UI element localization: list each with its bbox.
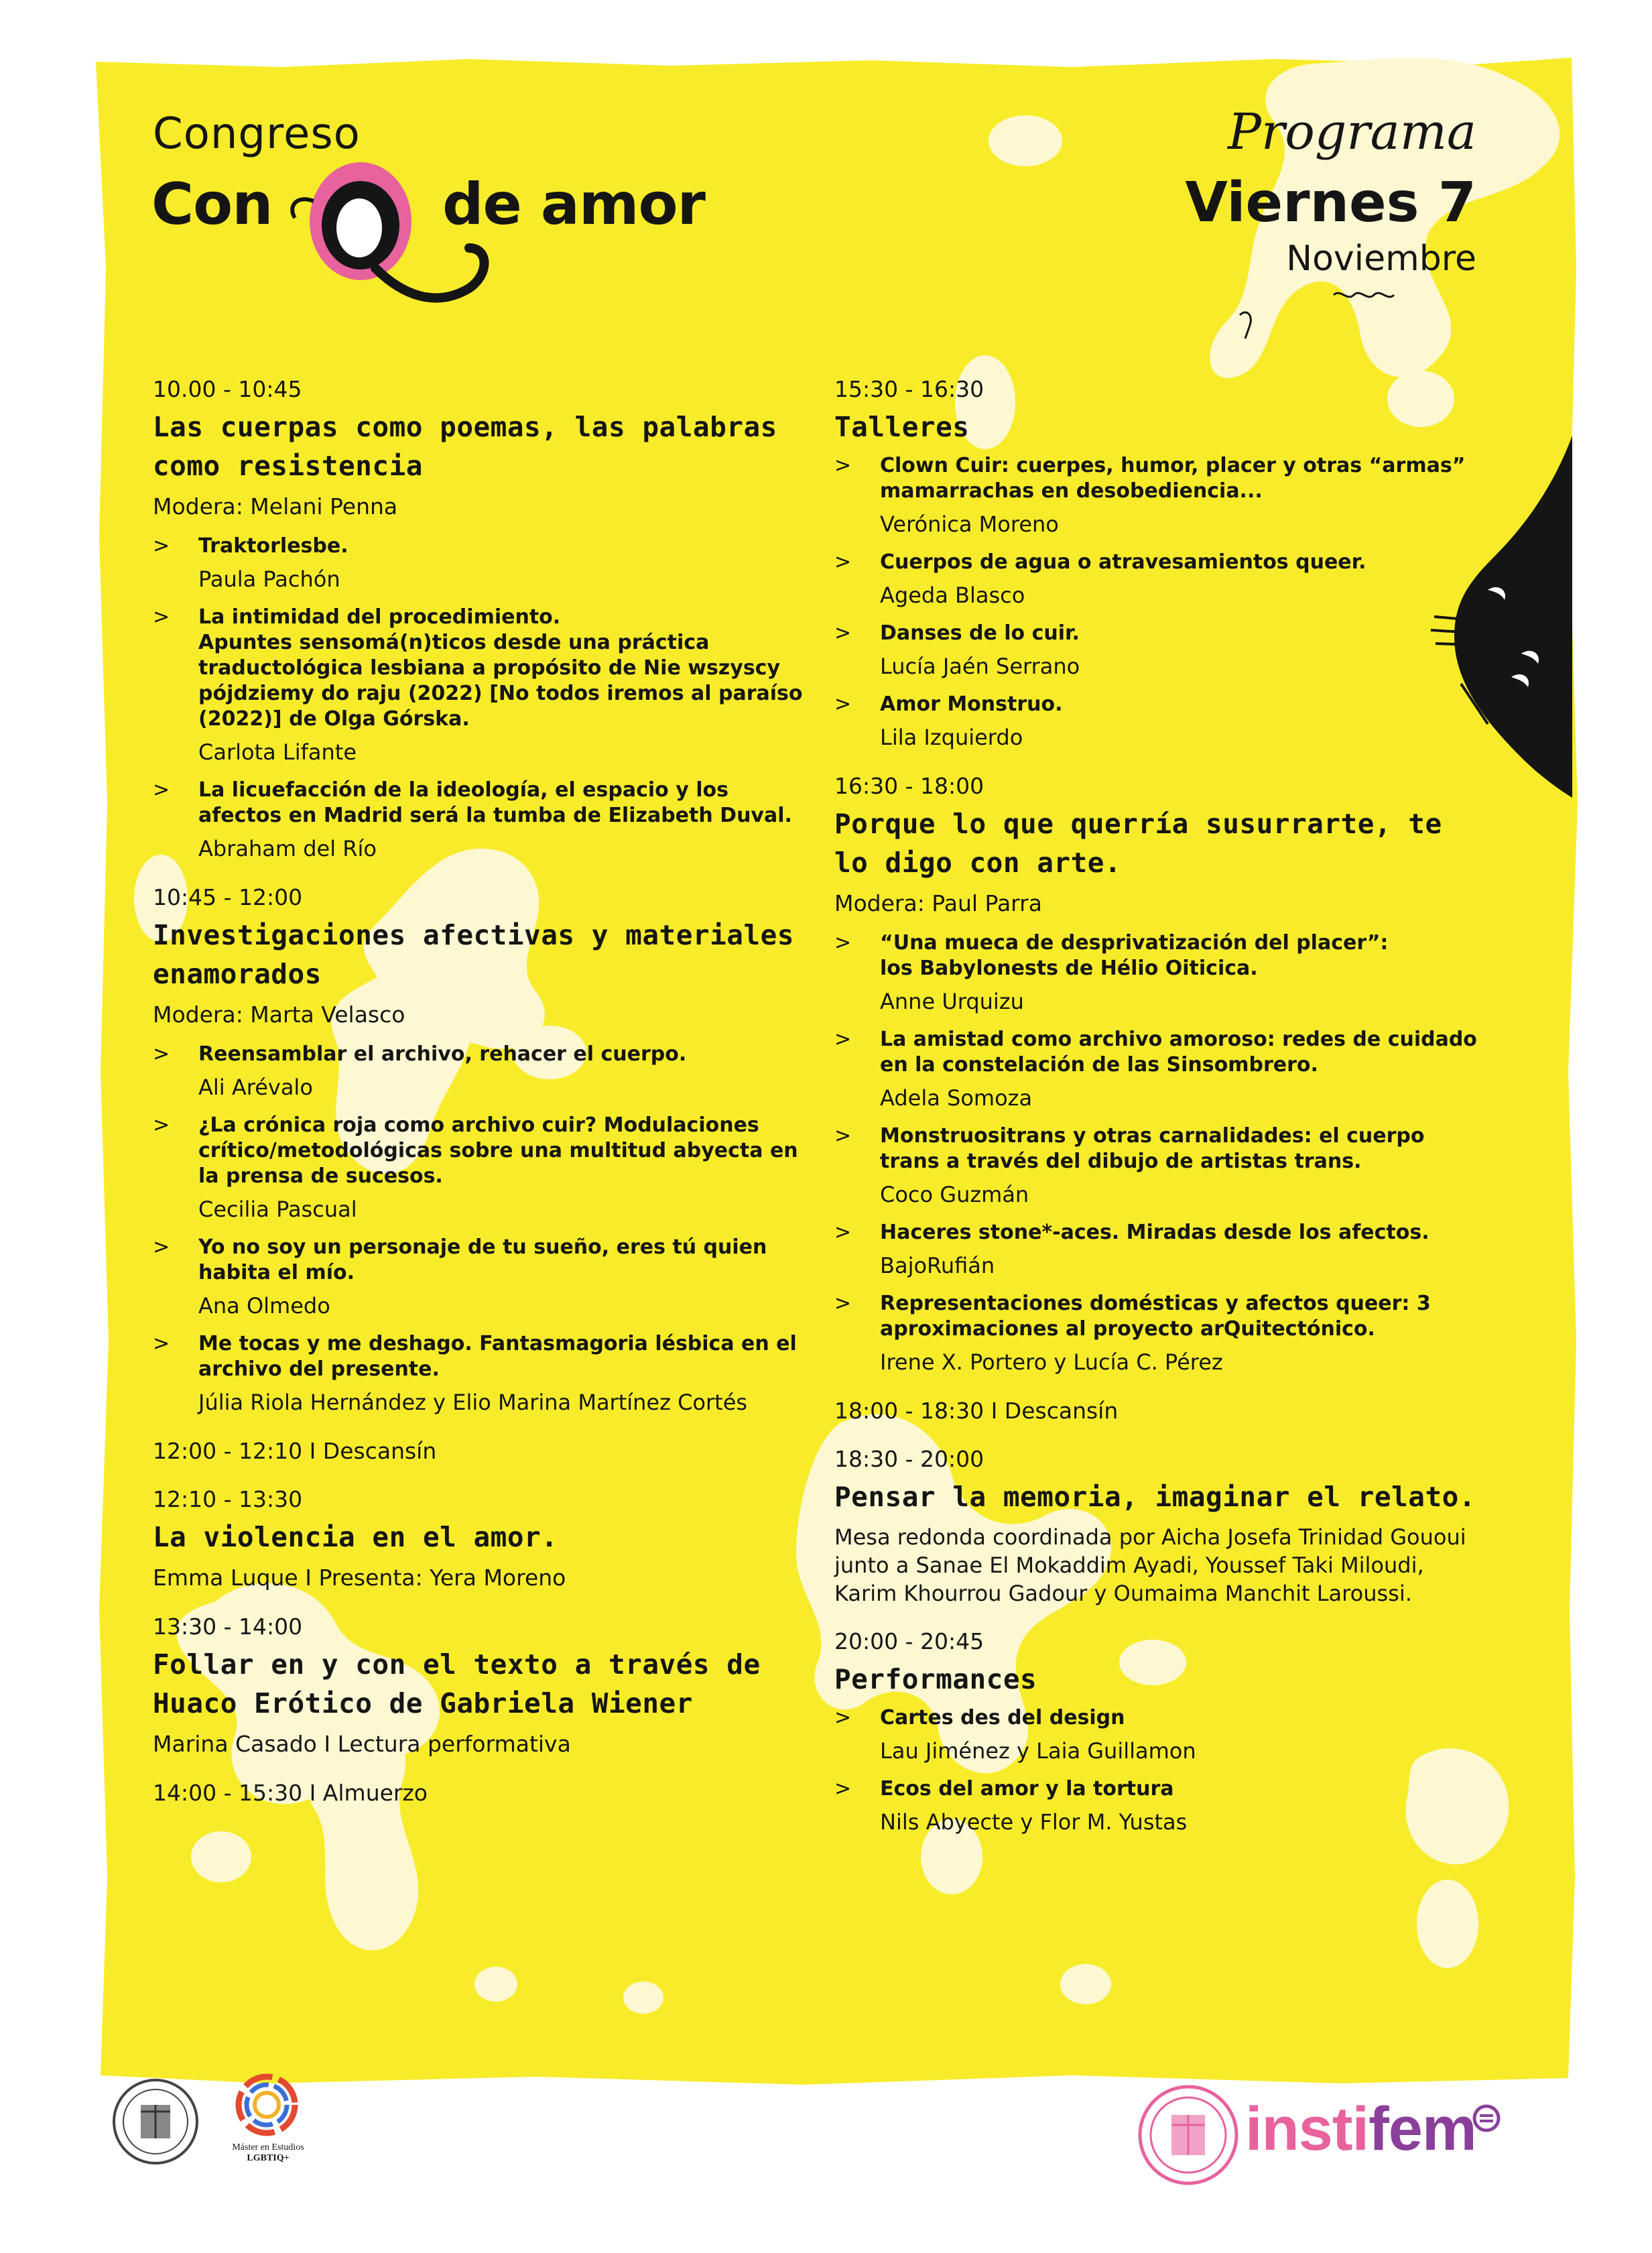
session-title: Performances [834, 1663, 1037, 1695]
bullet-arrow-icon: > [834, 1028, 852, 1051]
talk-author: Lau Jiménez y Laia Guillamon [880, 1738, 1196, 1764]
talk-title: La intimidad del procedimiento. Apuntes sensomá(n)ticos desde una práctica traductológica lesbiana a propósito de Nie wszyscy pójdziemy do raju (2022) [No todos iremos al paraíso (2022)] de Olga Górska. [198, 605, 803, 731]
bullet-arrow-icon: > [834, 1777, 852, 1801]
session-moderator: Emma Luque I Presenta: Yera Moreno [153, 1565, 566, 1591]
talk-title: Cuerpos de agua o atravesamientos queer. [880, 550, 1367, 574]
schedule-right-column [834, 375, 1484, 1857]
talk-author: Adela Somoza [880, 1085, 1033, 1111]
bullet-arrow-icon: > [834, 931, 852, 955]
talk-author: Lucía Jaén Serrano [880, 654, 1080, 679]
programa-label: Programa [1228, 103, 1476, 161]
talk-title: Yo no soy un personaje de tu sueño, eres tú quien habita el mío. [198, 1235, 767, 1284]
talk-author: Nils Abyecte y Flor M. Yustas [880, 1809, 1188, 1835]
bullet-arrow-icon: > [834, 1706, 852, 1729]
session-title: La violencia en el amor. [153, 1521, 558, 1553]
session-time: 10.00 - 10:45 [153, 376, 302, 402]
talk-title: Ecos del amor y la tortura [880, 1777, 1174, 1801]
talk-author: Coco Guzmán [880, 1182, 1029, 1207]
session-block [834, 772, 1484, 1377]
session-block [834, 375, 1484, 752]
talk-author: Abraham del Río [198, 836, 377, 861]
instifem-logo [1245, 2095, 1476, 2163]
instifem-insti: insti [1245, 2095, 1369, 2163]
session-title: Investigaciones afectivas y materiales enamorados [153, 919, 794, 990]
session-block [153, 1437, 803, 1465]
talk-author: Anne Urquizu [880, 989, 1024, 1014]
session-time: 15:30 - 16:30 [834, 376, 984, 402]
talk-item [834, 1123, 1484, 1209]
talk-author: Irene X. Portero y Lucía C. Pérez [880, 1349, 1223, 1375]
brand-con: Con [151, 171, 273, 238]
talk-title: Me tocas y me deshago. Fantasmagoria lésbica en el archivo del presente. [198, 1332, 797, 1381]
talk-author: Carlota Lifante [198, 739, 357, 765]
master-lgbtiq-logo [239, 2077, 295, 2133]
session-time: 14:00 - 15:30 I Almuerzo [153, 1780, 428, 1806]
session-block [153, 1485, 803, 1593]
talk-title: Monstruositrans y otras carnalidades: el cuerpo trans a través del dibujo de artistas trans. [880, 1124, 1425, 1173]
instifem-fem: fem [1369, 2095, 1476, 2163]
brand-de-amor: de amor [442, 171, 705, 238]
talk-author: Ana Olmedo [198, 1293, 330, 1319]
talk-title: Reensamblar el archivo, rehacer el cuerpo. [198, 1042, 687, 1066]
session-time: 12:00 - 12:10 I Descansín [153, 1438, 437, 1464]
session-block [153, 1779, 803, 1807]
talk-author: Ageda Blasco [880, 583, 1025, 608]
talk-item [834, 1027, 1484, 1113]
session-time: 20:00 - 20:45 [834, 1628, 984, 1654]
talk-item [153, 1235, 803, 1321]
session-description: Mesa redonda coordinada por Aicha Josefa Trinidad Gououi junto a Sanae El Mokaddim Ayadi, Youssef Taki Miloudi, Karim Khourrou Gadour y Oumaima Manchit Laroussi. [834, 1524, 1466, 1606]
talk-author: Lila Izquierdo [880, 725, 1023, 750]
session-moderator: Modera: Paul Parra [834, 890, 1042, 916]
bullet-arrow-icon: > [834, 692, 852, 716]
day-label: Viernes 7 [1185, 171, 1476, 235]
session-moderator: Modera: Melani Penna [153, 493, 398, 520]
bullet-arrow-icon: > [153, 1332, 170, 1355]
talk-author: Ali Arévalo [198, 1075, 313, 1100]
talk-title: Cartes des del design [880, 1706, 1125, 1729]
talk-author: Verónica Moreno [880, 511, 1059, 537]
month-label: Noviembre [1286, 239, 1476, 279]
talk-item [153, 1113, 803, 1224]
bullet-arrow-icon: > [834, 1124, 852, 1148]
talk-title: Traktorlesbe. [198, 534, 348, 558]
session-time: 12:10 - 13:30 [153, 1486, 303, 1512]
ucm-seal-pink-logo [1140, 2087, 1236, 2183]
bullet-arrow-icon: > [834, 1221, 852, 1244]
talk-item [834, 453, 1484, 539]
talk-title: La amistad como archivo amoroso: redes de cuidado en la constelación de las Sinsombrero. [880, 1028, 1477, 1077]
talk-item [834, 930, 1484, 1016]
talk-item [153, 605, 803, 767]
talk-item [153, 1042, 803, 1102]
bullet-arrow-icon: > [834, 550, 852, 574]
talk-author: Júlia Riola Hernández y Elio Marina Martínez Cortés [198, 1390, 748, 1415]
talk-title: “Una mueca de desprivatización del placer”: los Babylonests de Hélio Oiticica. [880, 931, 1389, 980]
session-time: 18:30 - 20:00 [834, 1446, 984, 1472]
bullet-arrow-icon: > [153, 1042, 170, 1066]
session-title: Pensar la memoria, imaginar el relato. [834, 1481, 1476, 1513]
talk-title: Danses de lo cuir. [880, 621, 1080, 645]
talk-author: BajoRufián [880, 1253, 995, 1278]
talk-title: Representaciones domésticas y afectos queer: 3 aproximaciones al proyecto arQuitectónico. [880, 1292, 1431, 1341]
talk-item [153, 1331, 803, 1417]
talk-item [834, 1220, 1484, 1280]
bullet-arrow-icon: > [153, 605, 170, 629]
session-time: 16:30 - 18:00 [834, 773, 984, 799]
session-block [153, 884, 803, 1417]
talk-title: ¿La crónica roja como archivo cuir? Modulaciones crítico/metodológicas sobre una multitud abyecta en la prensa de sucesos. [198, 1113, 798, 1188]
master-line2: LGBTIQ+ [247, 2153, 290, 2163]
bullet-arrow-icon: > [834, 454, 852, 477]
talk-item [153, 778, 803, 863]
congreso-label: Congreso [153, 109, 361, 159]
session-moderator: Marina Casado I Lectura performativa [153, 1731, 571, 1757]
session-title: Las cuerpas como poemas, las palabras como resistencia [153, 411, 777, 482]
bullet-arrow-icon: > [834, 1292, 852, 1315]
session-block [834, 1445, 1484, 1607]
bullet-arrow-icon: > [834, 621, 852, 645]
session-block [153, 1613, 803, 1759]
talk-title: Haceres stone*-aces. Miradas desde los afectos. [880, 1221, 1429, 1244]
ucm-seal-logo [114, 2080, 197, 2163]
talk-title: La licuefacción de la ideología, el espacio y los afectos en Madrid será la tumba de Elizabeth Duval. [198, 778, 792, 827]
talk-item [834, 621, 1484, 681]
session-moderator: Modera: Marta Velasco [153, 1001, 405, 1028]
session-title: Follar en y con el texto a través de Huaco Erótico de Gabriela Wiener [153, 1648, 761, 1719]
session-time: 10:45 - 12:00 [153, 884, 303, 910]
talk-item [834, 1776, 1484, 1837]
session-title: Talleres [834, 411, 970, 443]
talk-author: Paula Pachón [198, 566, 340, 592]
talk-title: Clown Cuir: cuerpes, humor, placer y otras “armas” mamarrachas en desobediencia... [880, 454, 1466, 503]
instifem-mark [1474, 2106, 1499, 2130]
talk-title: Amor Monstruo. [880, 692, 1063, 716]
bullet-arrow-icon: > [153, 1235, 170, 1259]
session-time: 13:30 - 14:00 [153, 1613, 303, 1640]
talk-item [153, 534, 803, 594]
session-block [153, 375, 803, 863]
talk-item [834, 550, 1484, 610]
session-time: 18:00 - 18:30 I Descansín [834, 1398, 1119, 1424]
talk-item [834, 1705, 1484, 1766]
session-title: Porque lo que querría susurrarte, te lo digo con arte. [834, 808, 1442, 879]
schedule-left-column [153, 375, 803, 1827]
session-block [834, 1628, 1484, 1837]
master-logo-text [221, 2142, 315, 2164]
talk-author: Cecilia Pascual [198, 1197, 357, 1222]
talk-item [834, 692, 1484, 752]
bullet-arrow-icon: > [153, 534, 170, 558]
bullet-arrow-icon: > [153, 778, 170, 802]
master-line1: Máster en Estudios [232, 2142, 304, 2152]
talk-item [834, 1291, 1484, 1377]
session-block [834, 1397, 1484, 1425]
bullet-arrow-icon: > [153, 1113, 170, 1137]
